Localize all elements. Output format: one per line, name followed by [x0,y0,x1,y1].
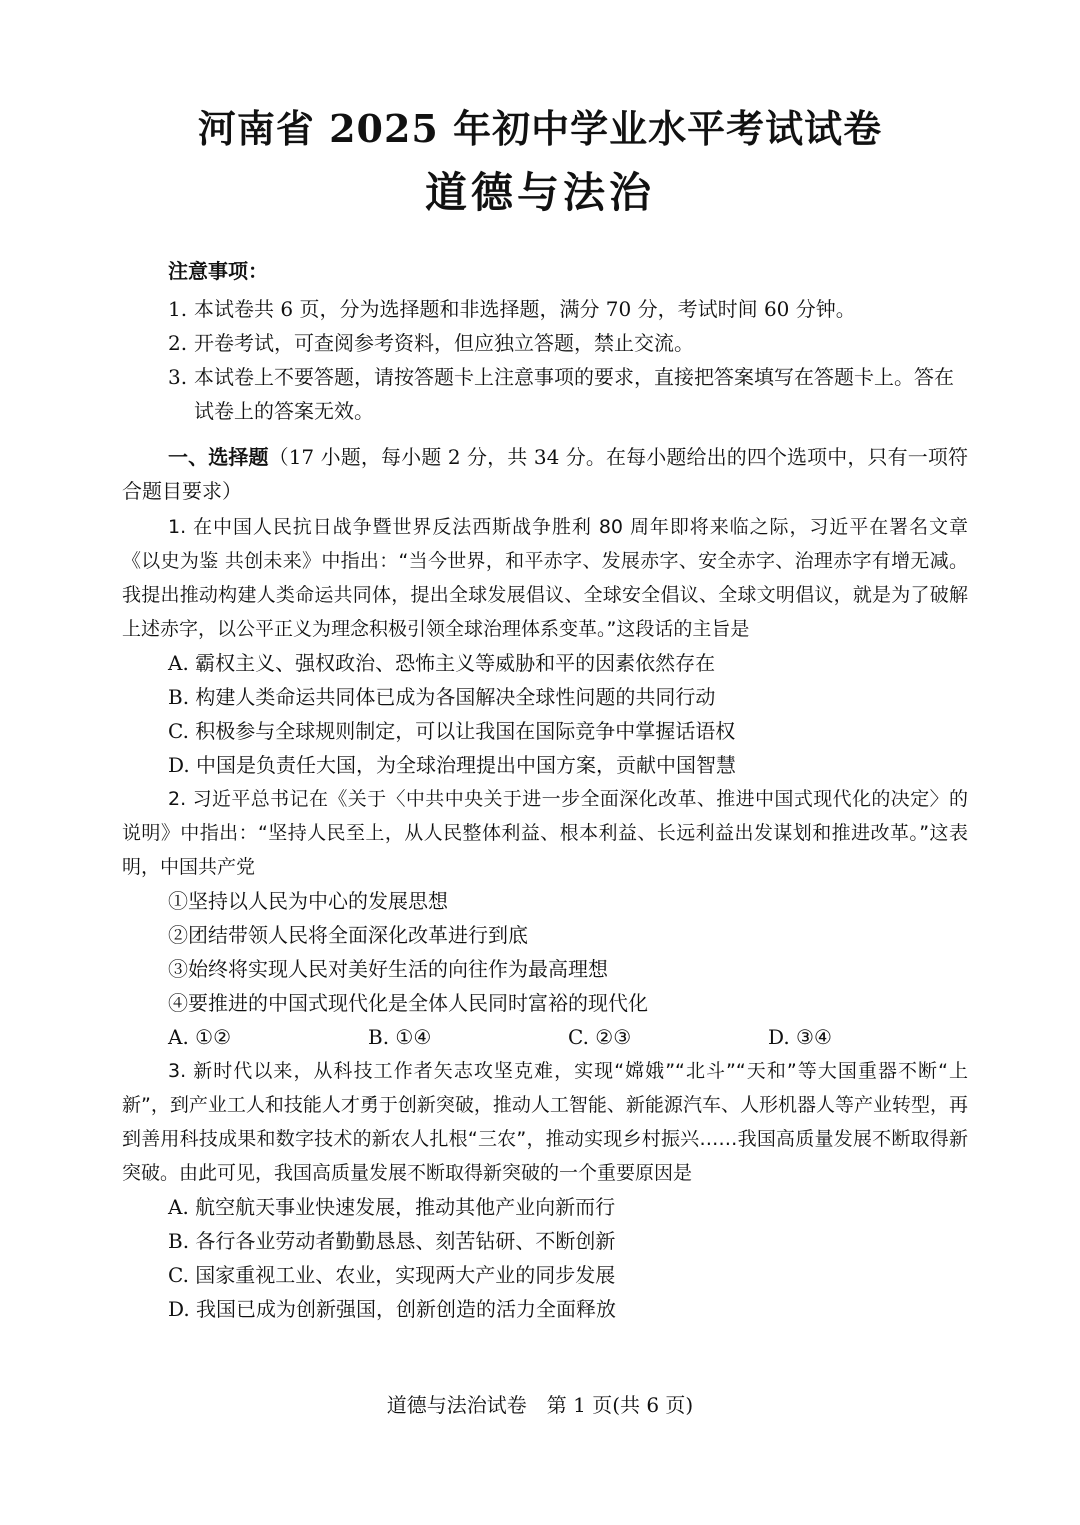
question-2-statement-4: ④要推进的中国式现代化是全体人民同时富裕的现代化 [168,991,648,1015]
notice-text: 开卷考试，可查阅参考资料，但应独立答题，禁止交流。 [194,331,694,355]
question-2-option-b: B. ①④ [368,1025,432,1049]
notice-text: 本试卷上不要答题，请按答题卡上注意事项的要求，直接把答案填写在答题卡上。答在试卷上的答案无效。 [194,365,954,423]
question-3-stem: 3. 新时代以来，从科技工作者矢志攻坚克难，实现“嫦娥”“北斗”“天和”等大国重器不断“上新”，到产业工人和技能人才勇于创新突破，推动人工智能、新能源汽车、人形机器人等产业转型，再到善用科技成果和数字技术的新农人扎根“三农”，推动实现乡村振兴……我国高质量发展不断取得新突破。由此可见，我国高质量发展不断取得新突破的一个重要原因是 [122,1060,968,1184]
question-3-option-b: B. 各行各业劳动者勤勤恳恳、刻苦钻研、不断创新 [168,1229,616,1253]
notice-number: 2. [168,331,188,355]
question-2-options [122,1020,968,1054]
section-description: （17 小题，每小题 2 分，共 34 分。在每小题给出的四个选项中，只有一项符合题目要求） [122,445,968,503]
notice-text: 本试卷共 6 页，分为选择题和非选择题，满分 70 分，考试时间 60 分钟。 [194,297,856,321]
section-label: 一、选择题 [168,445,269,469]
questions-section [122,440,968,1326]
notice-heading: 注意事项： [168,259,268,283]
notice-number: 3. [168,365,188,389]
question-3-option-c: C. 国家重视工业、农业，实现两大产业的同步发展 [168,1263,616,1287]
question-3-option-a: A. 航空航天事业快速发展，推动其他产业向新而行 [168,1195,616,1219]
notice-item [168,326,968,360]
question-1-option-b: B. 构建人类命运共同体已成为各国解决全球性问题的共同行动 [168,685,716,709]
question-2-statement-3: ③始终将实现人民对美好生活的向往作为最高理想 [168,957,608,981]
section-heading [122,440,968,508]
question-1-option-a: A. 霸权主义、强权政治、恐怖主义等威胁和平的因素依然存在 [168,651,716,675]
question-2-option-a: A. ①② [168,1025,232,1049]
question-3-option-d: D. 我国已成为创新强国，创新创造的活力全面释放 [168,1297,617,1321]
subject-title: 道德与法治 [424,168,655,217]
page-footer: 道德与法治试卷 第 1 页(共 6 页) [386,1393,694,1417]
notice-list [168,292,968,428]
question-1-option-c: C. 积极参与全球规则制定，可以让我国在国际竞争中掌握话语权 [168,719,736,743]
question-1-stem: 1. 在中国人民抗日战争暨世界反法西斯战争胜利 80 周年即将来临之际，习近平在署名文章《以史为鉴 共创未来》中指出：“当今世界，和平赤字、发展赤字、安全赤字、治理赤字有增无减。我提出推动构建人类命运共同体，提出全球发展倡议、全球安全倡议、全球文明倡议，就是为了破解上述赤字，以公平正义为理念积极引领全球治理体系变革。”这段话的主旨是 [122,516,968,640]
question-2-statement-2: ②团结带领人民将全面深化改革进行到底 [168,923,528,947]
question-1-option-d: D. 中国是负责任大国，为全球治理提出中国方案，贡献中国智慧 [168,753,737,777]
question-2-option-c: C. ②③ [568,1025,632,1049]
notice-item [168,292,968,326]
notice-item [168,360,968,428]
question-2-stem: 2. 习近平总书记在《关于〈中共中央关于进一步全面深化改革、推进中国式现代化的决定〉的说明》中指出：“坚持人民至上，从人民整体利益、根本利益、长远利益出发谋划和推进改革。”这表明，中国共产党 [122,788,968,878]
page-title: 河南省 2025 年初中学业水平考试试卷 [197,106,883,151]
question-2-option-d: D. ③④ [768,1025,832,1049]
notice-number: 1. [168,297,188,321]
question-2-statement-1: ①坚持以人民为中心的发展思想 [168,889,448,913]
